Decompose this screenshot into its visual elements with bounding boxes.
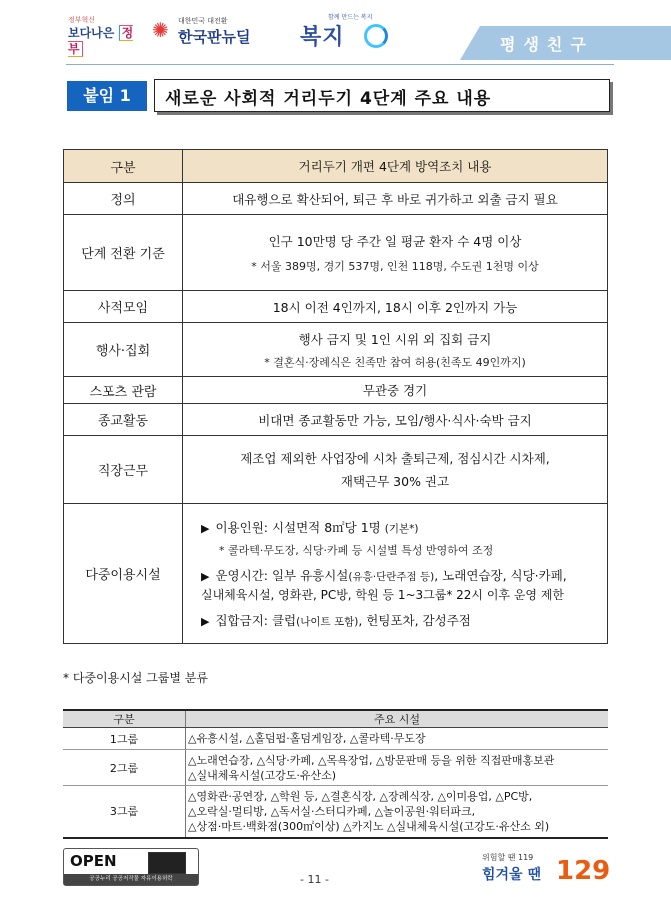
table-row [64, 183, 608, 215]
row-value [183, 215, 608, 291]
table-row [63, 750, 608, 786]
row-key: 사적모임 [64, 291, 183, 323]
work-line-1: 제조업 제외한 사업장에 시차 출퇴근제, 점심시간 시차제, [240, 451, 550, 466]
group-key: 3그룹 [63, 786, 186, 838]
group-note: * 다중이용시설 그룹별 분류 [63, 671, 208, 685]
ring-icon [364, 24, 388, 48]
table-row [64, 215, 608, 291]
group-key: 2그룹 [63, 750, 186, 786]
event-rule: 행사 금지 및 1인 시위 외 집회 금지 [298, 331, 492, 347]
bullet-icon: ▶ [201, 615, 210, 628]
table-row [63, 710, 608, 728]
multi-note: * 콜라텍·무도장, 식당·카페 등 시설별 특성 반영하여 조정 [219, 544, 494, 557]
row-value: 무관중 경기 [183, 377, 608, 404]
table-row [64, 377, 608, 404]
logo1-main-text: 보다나은 [68, 26, 115, 40]
row-key: 정의 [64, 183, 183, 215]
group-table [63, 709, 608, 839]
table-row [63, 728, 608, 750]
row-value: 대유행으로 확산되어, 퇴근 후 바로 귀가하고 외출 금지 필요 [183, 183, 608, 215]
header-tab-label: 평생친구 [500, 35, 594, 54]
header-divider [66, 64, 614, 65]
table-row [64, 291, 608, 323]
korean-new-deal-logo: ✺ 대한민국 대전환 한국판뉴딜 [152, 17, 251, 46]
row-key: 행사·집회 [64, 323, 183, 377]
row-value: 18시 이전 4인까지, 18시 이후 2인까지 가능 [183, 291, 608, 323]
bullet-icon: ▶ [201, 570, 210, 583]
multi-bullet-3b: , 헌팅포차, 감성주점 [358, 613, 471, 628]
head-key: 구분 [64, 150, 183, 183]
multi-bullet-2-small: (유흥·단란주점 등) [348, 571, 435, 583]
stage-criterion: 인구 10만명 당 주간 일 평균 환자 수 4명 이상 [268, 233, 522, 249]
multi-bullet-2b: , 노래연습장, 식당·카페, [434, 568, 567, 583]
table-row [64, 323, 608, 377]
group3-line-2: △오락실·멀티방, △독서실·스터디카페, △놀이공원·워터파크, [188, 804, 476, 818]
gov-innovation-logo: 정부혁신 보다나은 정부 [68, 16, 134, 56]
hotline-number: 129 [556, 856, 611, 886]
burst-icon: ✺ [152, 18, 169, 42]
group2-line-2: △실내체육시설(고강도·유산소) [188, 768, 337, 782]
open-license-badge [63, 848, 199, 886]
work-line-2: 재택근무 30% 권고 [340, 474, 450, 489]
table-row [64, 436, 608, 504]
row-value [183, 504, 608, 644]
hotline-main: 힘겨울 땐 [482, 867, 541, 883]
row-key: 다중이용시설 [64, 504, 183, 644]
group-value [186, 786, 609, 838]
group-value: △유흥시설, △홀덤펍·홀덤게임장, △콜라텍·무도장 [186, 728, 609, 750]
stage-note: * 서울 389명, 경기 537명, 인천 118명, 수도권 1천명 이상 [251, 259, 539, 273]
row-key: 스포츠 관람 [64, 377, 183, 404]
main-table [63, 149, 608, 644]
group-head-key: 구분 [63, 710, 186, 728]
page-title-box [154, 79, 610, 112]
group3-line-3: △상점·마트·백화점(300㎡이상) △카지노 △실내체육시설(고강도·유산소 외) [188, 819, 550, 833]
row-value [183, 436, 608, 504]
row-key: 단계 전환 기준 [64, 215, 183, 291]
table-row [64, 504, 608, 644]
hotline-small: 위험할 땐 119 [482, 853, 534, 862]
multi-bullet-2a: 운영시간: 일부 유흥시설 [215, 568, 349, 583]
page-number: - 11 - [300, 873, 329, 886]
group-key: 1그룹 [63, 728, 186, 750]
table-row [64, 150, 608, 183]
multi-bullet-3-small: (나이트 포함) [296, 616, 359, 628]
table-row [63, 786, 608, 838]
open-caption: 공공누리 공공저작물 자유이용허락 [64, 874, 198, 885]
group-head-value: 주요 시설 [186, 710, 609, 728]
attachment-badge: 붙임 1 [67, 81, 147, 111]
group3-line-1: △영화관·공연장, △학원 등, △결혼식장, △장례식장, △이미용업, △PC방, [188, 789, 533, 803]
page-title: 새로운 사회적 거리두기 4단계 주요 내용 [165, 89, 492, 109]
open-text: OPEN [70, 852, 117, 870]
bullet-icon: ▶ [201, 522, 210, 535]
welfare-logo: 함께 만드는 복지 복지 [300, 10, 400, 54]
multi-bullet-3a: 집합금지: 클럽 [215, 613, 297, 628]
row-key: 종교활동 [64, 404, 183, 436]
license-icon [148, 852, 186, 874]
logo1-box-text: 정부 [68, 26, 134, 56]
group-value [186, 750, 609, 786]
header-tab [460, 26, 671, 60]
multi-bullet-1: 이용인원: 시설면적 8㎡당 1명 [215, 520, 381, 535]
multi-bullet-2c: 실내체육시설, 영화관, PC방, 학원 등 1~3그룹* 22시 이후 운영 제한 [201, 588, 565, 602]
row-value: 비대면 종교활동만 가능, 모임/행사·식사·숙박 금지 [183, 404, 608, 436]
row-value [183, 323, 608, 377]
group2-line-1: △노래연습장, △식당·카페, △목욕장업, △방문판매 등을 위한 직접판매홍보관 [188, 753, 555, 767]
head-value: 거리두기 개편 4단계 방역조치 내용 [183, 150, 608, 183]
row-key: 직장근무 [64, 436, 183, 504]
table-row [64, 404, 608, 436]
event-note: * 결혼식·장례식은 친족만 참여 허용(친족도 49인까지) [264, 355, 526, 369]
hotline-129-logo [482, 848, 612, 888]
multi-bullet-1-small: (기본*) [384, 523, 419, 535]
